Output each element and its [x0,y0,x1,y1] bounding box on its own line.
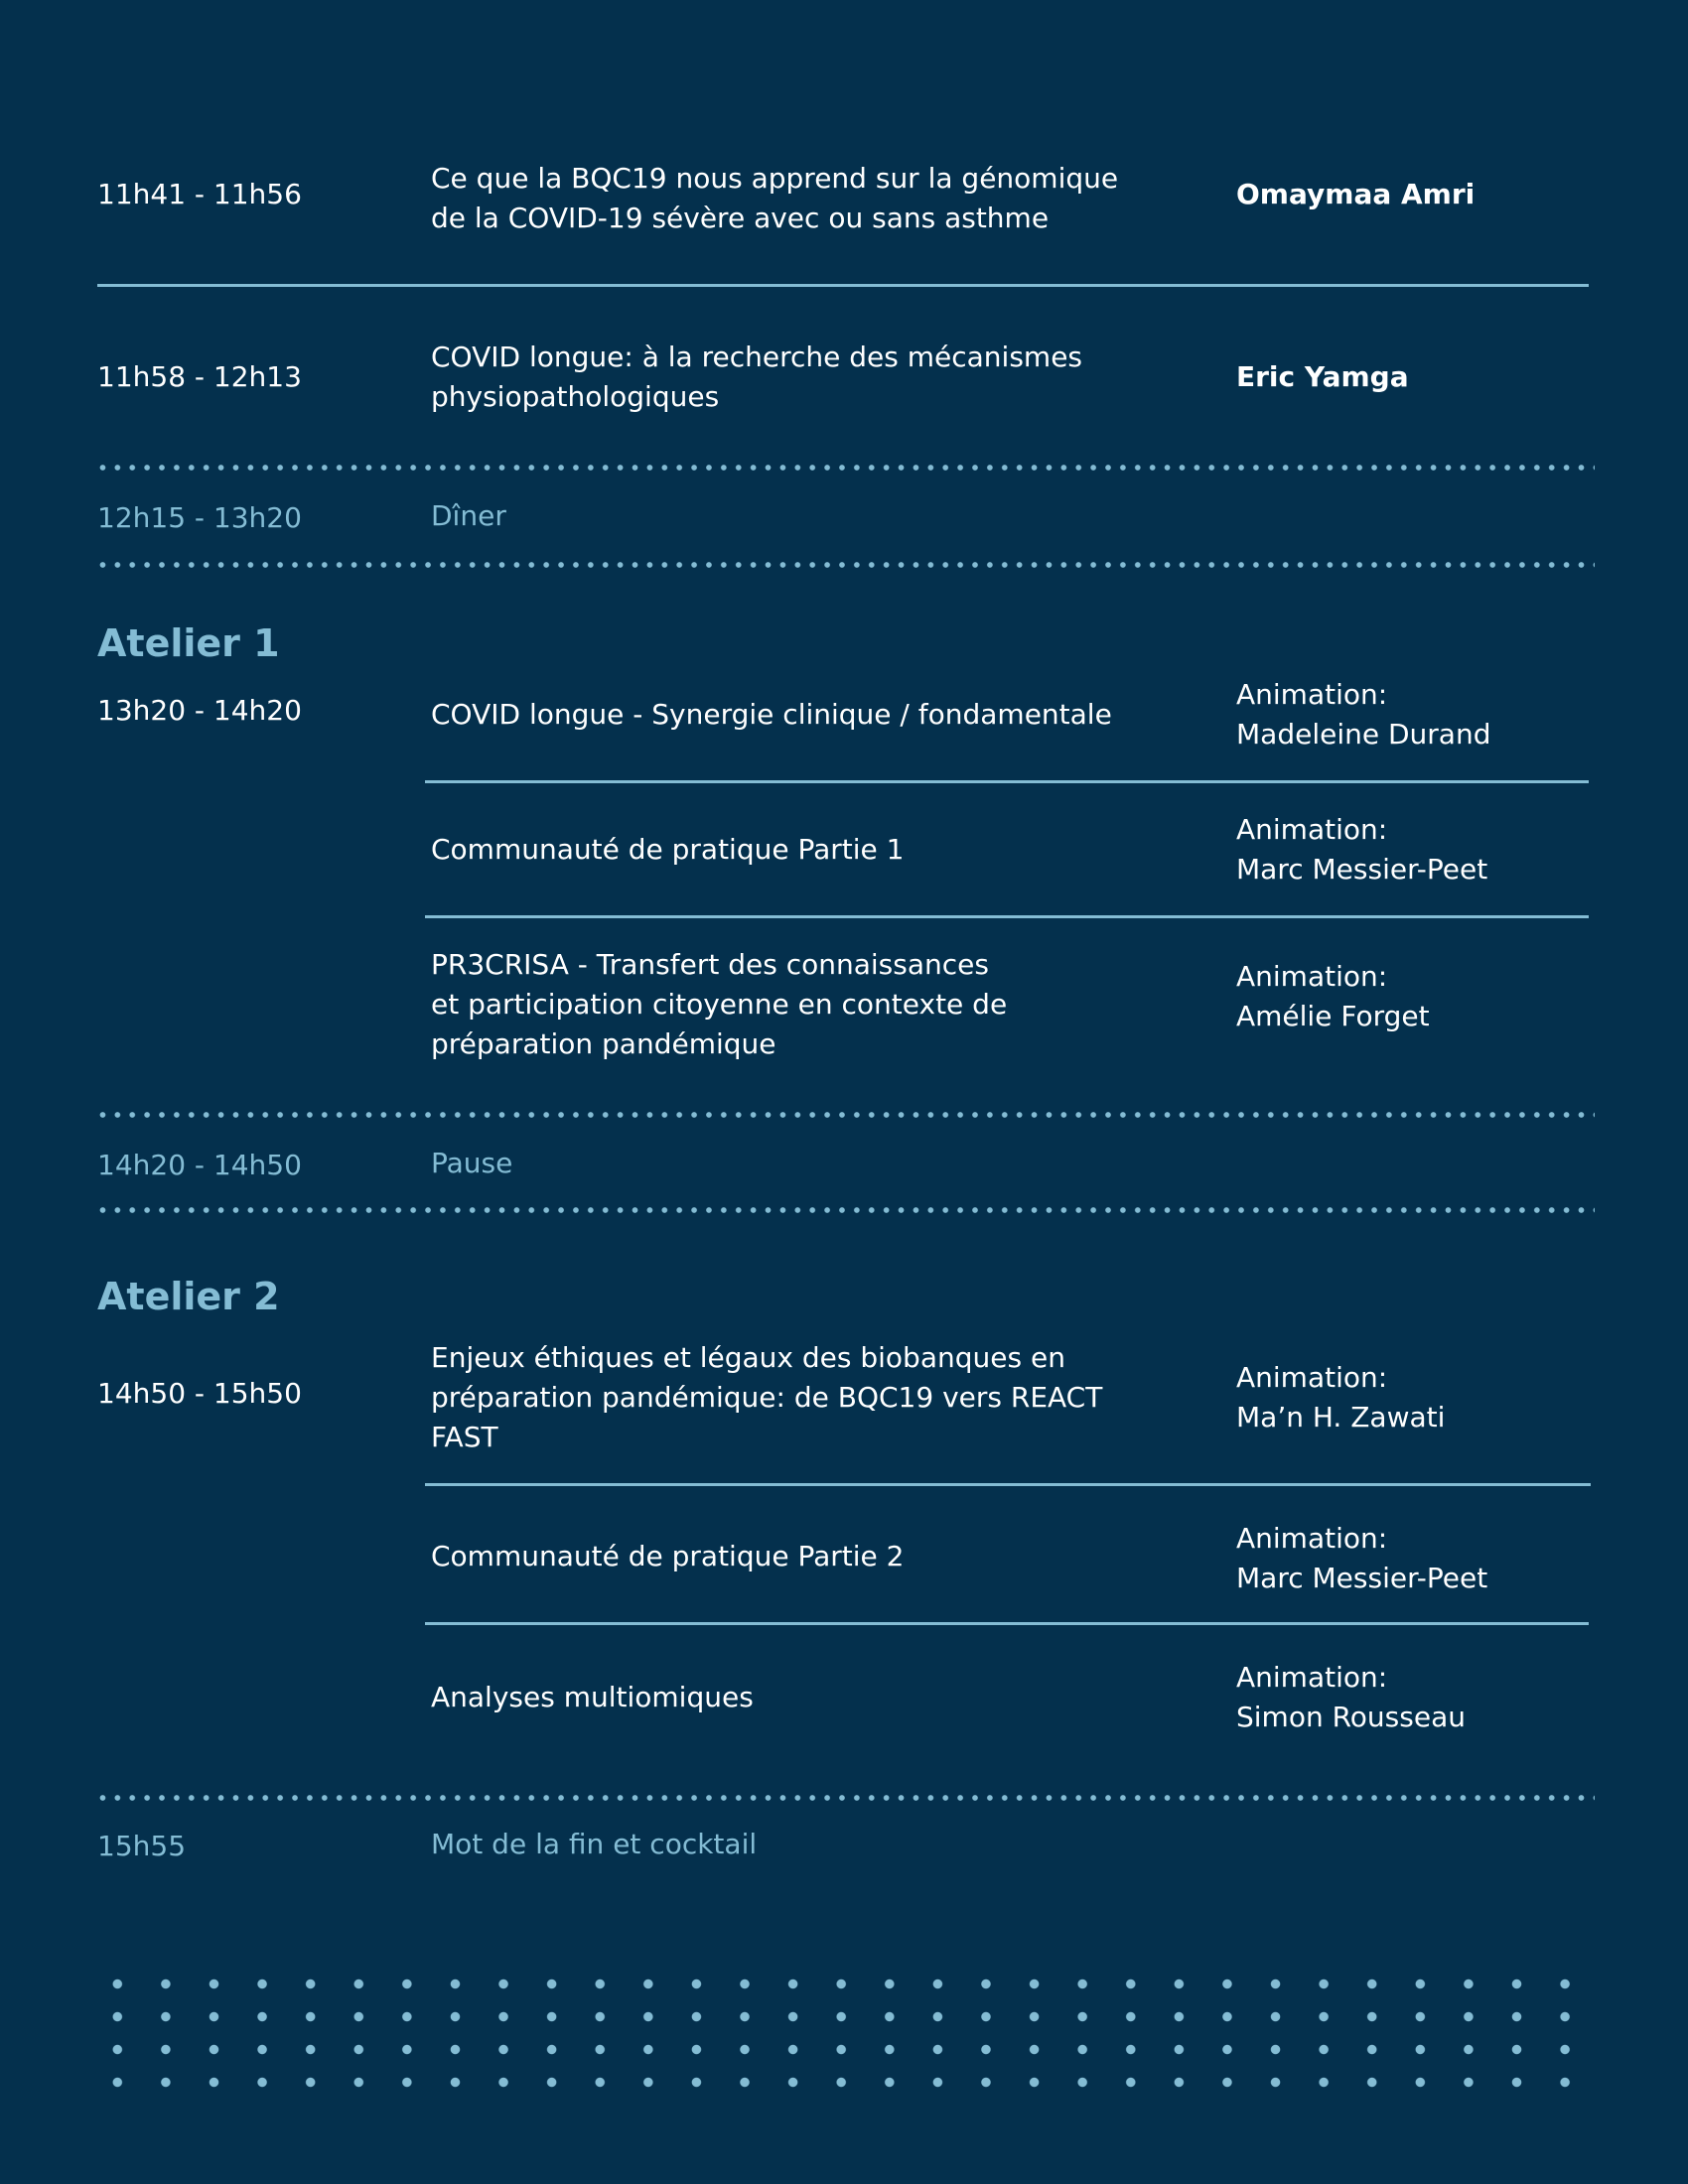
talk-title-line: physiopathologiques [431,380,720,413]
session-title-line: Communauté de pratique Partie 1 [431,833,905,866]
talk-speaker: Eric Yamga [1236,360,1409,393]
session-animation [1236,1519,1487,1598]
session-title [431,1338,1186,1457]
session-animation [1236,810,1487,889]
separator-line [425,780,1589,783]
dotted-separator [95,562,1595,568]
session-title-line: FAST [431,1421,498,1453]
talk-title [431,338,1166,417]
animator-name: Marc Messier-Peet [1236,853,1488,886]
animator-name: Amélie Forget [1236,1000,1430,1032]
animation-label: Animation: [1236,813,1388,846]
dotted-separator [95,1207,1595,1213]
session-title-line: et participation citoyenne en contexte de [431,988,1008,1021]
session-title-line: Analyses multiomiques [431,1681,754,1713]
session-animation [1236,1658,1466,1737]
animator-name: Simon Rousseau [1236,1701,1466,1733]
animation-label: Animation: [1236,1522,1388,1555]
session-title [431,830,1186,870]
animator-name: Madeleine Durand [1236,718,1491,751]
animator-name: Ma’n H. Zawati [1236,1401,1446,1433]
talk-title-line: de la COVID-19 sévère avec ou sans asthme [431,202,1050,234]
talk-title-line: COVID longue: à la recherche des mécanismes [431,341,1083,373]
animation-label: Animation: [1236,678,1388,711]
break-time: 14h20 - 14h50 [97,1149,302,1181]
talk-speaker: Omaymaa Amri [1236,178,1476,210]
atelier-heading: Atelier 1 [97,621,280,665]
session-title [431,695,1186,735]
separator-line [425,1483,1591,1486]
atelier-time: 14h50 - 15h50 [97,1377,302,1410]
session-title-line: COVID longue - Synergie clinique / fondamentale [431,698,1112,731]
session-title-line: Communauté de pratique Partie 2 [431,1540,905,1572]
break-label: Mot de la fin et cocktail [431,1828,758,1860]
separator-line [97,284,1589,287]
talk-title-line: Ce que la BQC19 nous apprend sur la génomique [431,162,1119,195]
session-title-line: Enjeux éthiques et légaux des biobanques en [431,1341,1065,1374]
talk-title [431,159,1166,238]
break-label: Pause [431,1147,513,1179]
break-label: Dîner [431,499,506,532]
break-time: 12h15 - 13h20 [97,501,302,534]
session-animation [1236,675,1490,754]
decorative-dot-grid [93,1968,1591,2103]
talk-time: 11h58 - 12h13 [97,360,302,393]
session-title-line: PR3CRISA - Transfert des connaissances [431,948,989,981]
break-time: 15h55 [97,1830,187,1862]
atelier-time: 13h20 - 14h20 [97,694,302,727]
dotted-separator [95,465,1595,471]
animation-label: Animation: [1236,1361,1388,1394]
animation-label: Animation: [1236,1661,1388,1694]
animator-name: Marc Messier-Peet [1236,1562,1488,1594]
atelier-heading: Atelier 2 [97,1275,280,1318]
session-title [431,1537,1186,1576]
session-title [431,945,1186,1064]
session-title-line: préparation pandémique: de BQC19 vers REACT [431,1381,1103,1414]
talk-time: 11h41 - 11h56 [97,178,302,210]
animation-label: Animation: [1236,960,1388,993]
separator-line [425,1622,1589,1625]
session-title [431,1678,1186,1717]
separator-line [425,915,1589,918]
session-animation [1236,1358,1445,1437]
dotted-separator [95,1112,1595,1118]
session-title-line: préparation pandémique [431,1027,776,1060]
dotted-separator [95,1795,1595,1801]
session-animation [1236,957,1430,1036]
